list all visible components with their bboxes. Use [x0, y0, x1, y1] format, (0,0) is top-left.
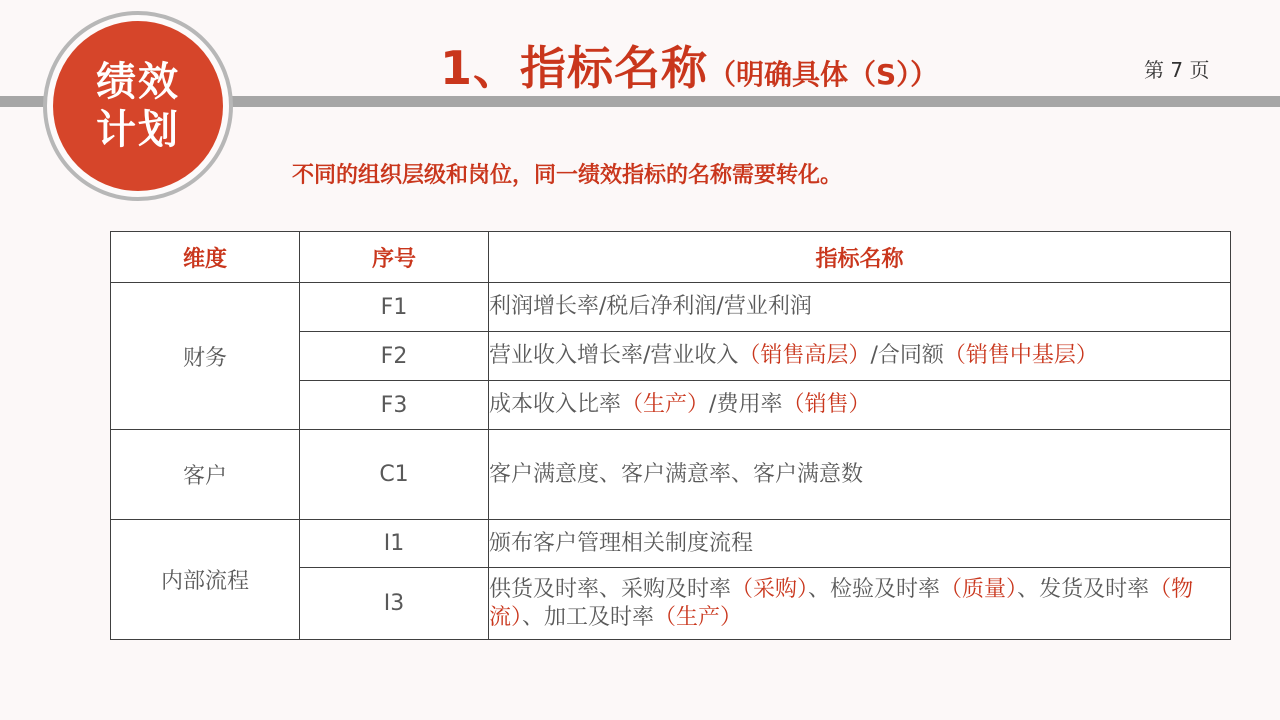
metric-text: 、发货及时率 — [1017, 576, 1150, 602]
page-title — [440, 32, 938, 94]
section-badge — [53, 21, 223, 191]
metric-highlight: （物流） — [489, 576, 1194, 630]
metric-highlight: （销售中基层） — [943, 343, 1098, 368]
code-cell: F2 — [300, 332, 489, 381]
badge-line-2: 计划 — [96, 107, 180, 153]
column-header-metric-name: 指标名称 — [489, 232, 1231, 283]
metric-highlight: （生产） — [621, 392, 710, 417]
metric-highlight: （质量） — [940, 576, 1018, 602]
metric-text: 、加工及时率 — [522, 604, 655, 630]
table-row — [111, 283, 1231, 332]
dimension-cell: 客户 — [111, 430, 300, 520]
code-cell: F3 — [300, 381, 489, 430]
metric-cell — [489, 520, 1231, 568]
metric-text: 利润增长率/税后净利润/营业利润 — [489, 294, 812, 319]
code-cell: F1 — [300, 283, 489, 332]
metric-cell — [489, 283, 1231, 332]
metric-text: /合同额 — [870, 343, 944, 368]
code-cell: I1 — [300, 520, 489, 568]
metric-text: 供货及时率、采购及时率 — [489, 576, 732, 602]
code-cell: C1 — [300, 430, 489, 520]
metric-highlight: （销售） — [782, 392, 871, 417]
table-row — [111, 520, 1231, 568]
metric-cell — [489, 430, 1231, 520]
metric-cell — [489, 568, 1231, 640]
metric-cell — [489, 381, 1231, 430]
metrics-table — [110, 231, 1231, 640]
metric-text: 成本收入比率 — [489, 392, 622, 417]
column-header-code: 序号 — [300, 232, 489, 283]
column-header-dimension: 维度 — [111, 232, 300, 283]
metric-text: 营业收入增长率/营业收入 — [489, 343, 739, 368]
metric-text: 、检验及时率 — [808, 576, 941, 602]
metric-cell — [489, 332, 1231, 381]
metric-highlight: （生产） — [654, 604, 743, 630]
table-header-row — [111, 232, 1231, 283]
metric-text: 颁布客户管理相关制度流程 — [489, 530, 754, 556]
table-row — [111, 430, 1231, 520]
metric-highlight: （采购） — [731, 576, 809, 602]
metric-text: /费用率 — [709, 392, 783, 417]
metric-text: 客户满意度、客户满意率、客户满意数 — [489, 461, 864, 487]
code-cell: I3 — [300, 568, 489, 640]
subtitle: 不同的组织层级和岗位，同一绩效指标的名称需要转化。 — [292, 163, 843, 188]
metric-highlight: （销售高层） — [738, 343, 871, 368]
dimension-cell: 财务 — [111, 283, 300, 430]
dimension-cell: 内部流程 — [111, 520, 300, 640]
page-number: 第 7 页 — [1144, 58, 1210, 82]
title-main: 1、指标名称 — [440, 41, 709, 95]
badge-line-1: 绩效 — [96, 59, 180, 105]
title-sub: （明确具体（S）） — [708, 58, 939, 91]
